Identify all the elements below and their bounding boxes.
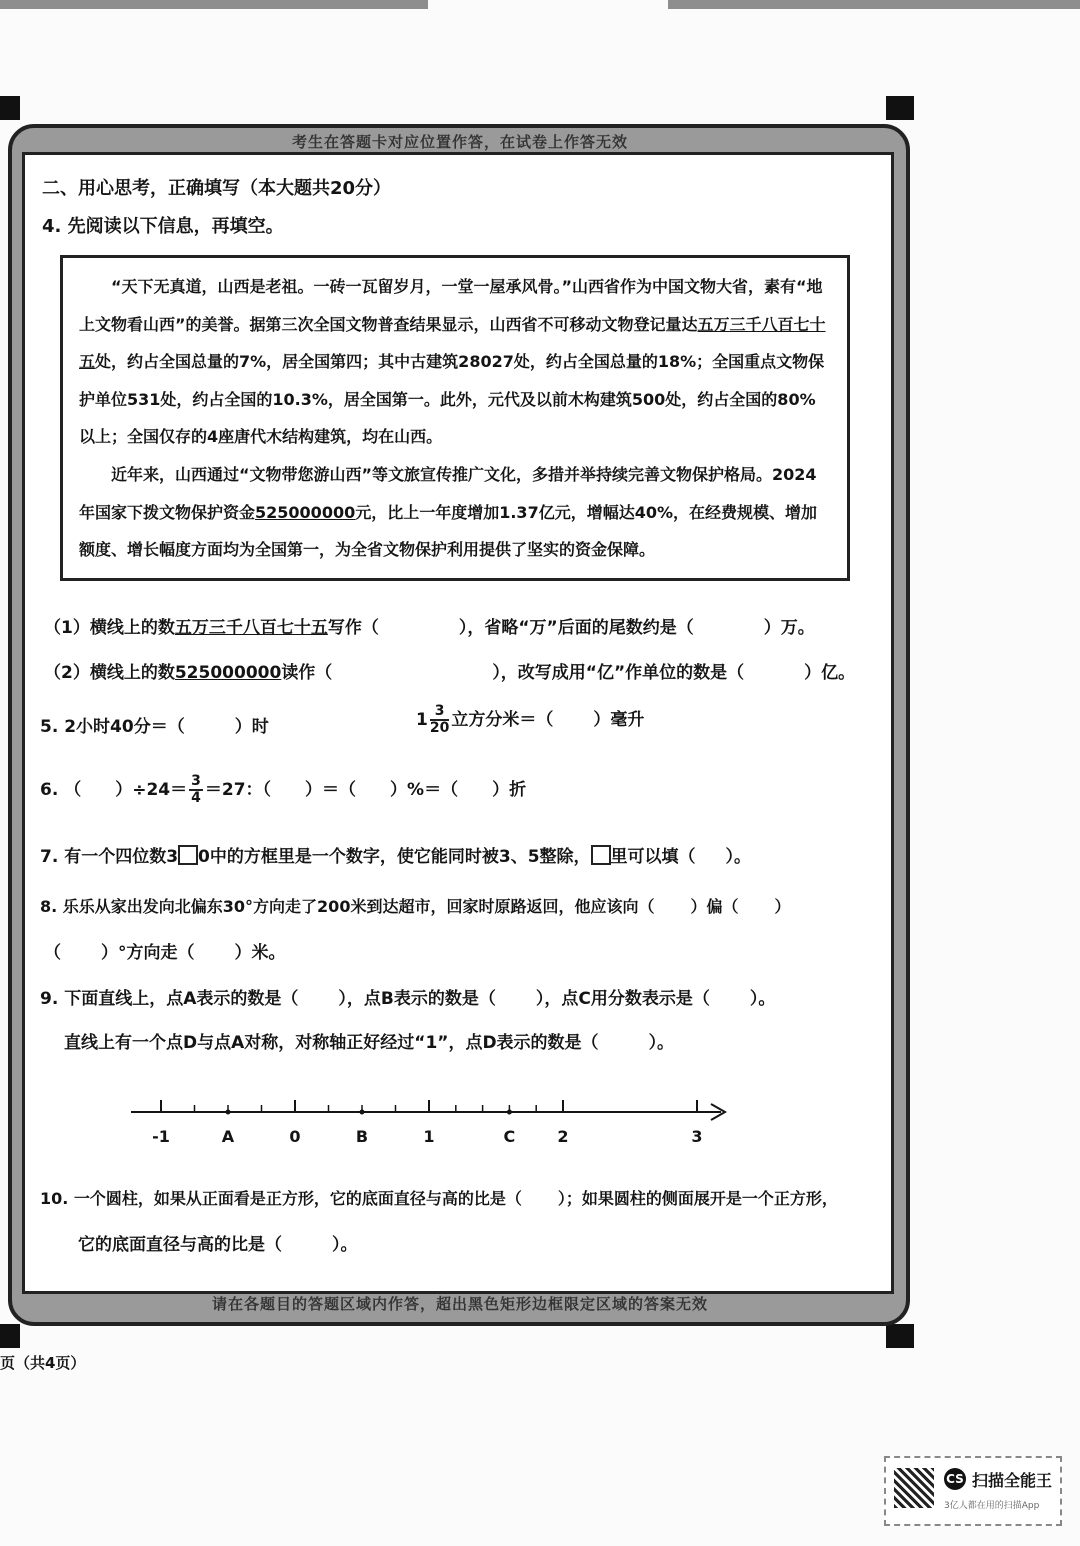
text: ＝27：（	[204, 780, 272, 800]
reading-passage-box	[60, 255, 850, 581]
qr-code-icon	[894, 1468, 934, 1508]
passage-number-underlined: 五万三千八百七十五	[79, 314, 826, 372]
text: （2）横线上的数	[44, 663, 175, 683]
scan-edge-right	[668, 0, 1080, 9]
text: ）亿。	[804, 663, 856, 683]
text: 9. 下面直线上，点A表示的数是（	[40, 989, 299, 1009]
passage-number-underlined: 525000000	[255, 502, 356, 522]
point-marker	[226, 1110, 231, 1115]
point-marker	[360, 1110, 365, 1115]
q8-line2	[44, 938, 286, 963]
text: ）＝（	[305, 780, 357, 800]
text: ）万。	[763, 618, 815, 638]
passage-paragraph-2	[79, 456, 831, 569]
point-marker	[507, 1110, 512, 1115]
text: ）毫升	[593, 710, 645, 730]
text: ）%＝（	[390, 780, 459, 800]
logo-subtext: 3亿人都在用的扫描App	[944, 1501, 1040, 1511]
number-line	[125, 1094, 745, 1154]
q5	[40, 712, 269, 737]
text: 里可以填（	[610, 847, 696, 867]
passage-text: 处，约占全国总量的7%，居全国第四；其中古建筑28027处，约占全国总量的18%；全国重点文物保护单位531处，约占全国的10.3%，居全国第一。此外，元代及以前木构建筑500处，约占全国的80%以上；全国仅存的4座唐代木结构建筑，均在山西。	[79, 352, 825, 447]
fraction	[430, 704, 449, 736]
text: 直线上有一个点D与点A对称，对称轴正好经过“1”，点D表示的数是（	[64, 1033, 599, 1053]
text: ）。	[749, 989, 776, 1009]
axis-label: 1	[423, 1127, 435, 1146]
text: ）。	[725, 847, 752, 867]
text: ）偏（	[690, 897, 739, 916]
axis-label: A	[221, 1127, 235, 1146]
underlined-number: 五万三千八百七十五	[174, 618, 328, 638]
passage-text: 近年来，山西通过“文物带您游山西”等文旅宣传推广文化，多措并举持续完善文物保护格局。2024年国家下拨文物保护资金	[79, 465, 817, 522]
logo-text: 扫描全能王	[972, 1471, 1053, 1490]
axis-label: 2	[557, 1127, 569, 1146]
passage-text: 元，比上一年度增加1.37亿元，增幅达40%，在经费规模、增加额度、增长幅度方面均为全国第一，为全省文物保护利用提供了坚实的资金保障。	[79, 502, 817, 560]
footer-notice: 请在各题目的答题区域内作答，超出黑色矩形边框限定区域的答案无效	[211, 1295, 708, 1313]
text: ）。	[648, 1033, 675, 1053]
q5-part2	[416, 704, 644, 736]
axis-label: B	[355, 1127, 369, 1146]
text: 6. （	[40, 780, 82, 800]
fraction-denominator: 20	[429, 720, 450, 736]
digit-box	[178, 845, 198, 865]
q6	[40, 774, 526, 806]
fraction-denominator: 4	[191, 790, 201, 806]
text: （	[44, 943, 61, 963]
q7	[40, 842, 751, 867]
text: ），点B表示的数是（	[338, 989, 496, 1009]
registration-mark	[886, 1324, 914, 1348]
text: ）÷24＝	[115, 780, 188, 800]
text: ）	[774, 897, 791, 916]
text: ）。	[332, 1235, 358, 1255]
header-notice: 考生在答题卡对应位置作答，在试卷上作答无效	[291, 133, 628, 151]
q4-sub2	[44, 658, 855, 683]
text: 写作（	[327, 618, 379, 638]
text: 7. 有一个四位数3	[40, 847, 179, 867]
text: 读作（	[281, 663, 333, 683]
text: ），省略“万”后面的尾数约是（	[458, 618, 694, 638]
registration-mark	[0, 1324, 20, 1348]
fraction	[189, 774, 203, 806]
text: ）时	[234, 717, 269, 737]
text: 8. 乐乐从家出发向北偏东30°方向走了200米到达超市，回家时原路返回，他应该向（	[40, 897, 655, 916]
text: 5. 2小时40分＝（	[40, 717, 185, 737]
q9-line1	[40, 984, 775, 1009]
scanner-watermark	[884, 1456, 1062, 1526]
section-title: 二、用心思考，正确填写（本大题共20分）	[42, 178, 392, 199]
q10-line1	[40, 1186, 838, 1209]
axis-label: 3	[691, 1127, 703, 1146]
text: ），改写成用“亿”作单位的数是（	[492, 663, 745, 683]
passage-text: “天下无真道，山西是老祖。一砖一瓦留岁月，一堂一屋承风骨。”山西省作为中国文物大省，素有“地上文物看山西”的美誉。据第三次全国文物普查结果显示，山西省不可移动文物登记量达	[79, 277, 823, 334]
q4-sub1	[44, 613, 815, 638]
text: ）折	[492, 780, 527, 800]
axis-label: 0	[289, 1127, 301, 1146]
text: 10. 一个圆柱，如果从正面看是正方形，它的底面直径与高的比是（	[40, 1189, 522, 1208]
text: 立方分米＝（	[451, 710, 554, 730]
fraction-numerator: 3	[191, 773, 201, 789]
digit-box	[591, 845, 611, 865]
text: ），点C用分数表示是（	[535, 989, 710, 1009]
page-number: 页（共4页）	[0, 1354, 86, 1372]
q9-line2	[64, 1028, 674, 1053]
underlined-number: 525000000	[174, 663, 282, 683]
cs-logo-icon: CS	[944, 1468, 966, 1490]
text: 0中的方框里是一个数字，使它能同时被3、5整除，	[198, 847, 591, 867]
passage-paragraph-1	[79, 268, 831, 456]
scan-edge-left	[0, 0, 428, 9]
q8-line1	[40, 894, 790, 917]
text: ）°方向走（	[101, 943, 195, 963]
text: ）米。	[234, 943, 286, 963]
text: 它的底面直径与高的比是（	[78, 1235, 282, 1255]
q10-line2	[78, 1230, 358, 1255]
text: 1	[416, 710, 428, 730]
q4-prompt: 4. 先阅读以下信息，再填空。	[42, 216, 284, 237]
axis-label: C	[503, 1127, 516, 1146]
text: （1）横线上的数	[44, 618, 175, 638]
axis-label: -1	[152, 1127, 170, 1146]
text: ）；如果圆柱的侧面展开是一个正方形，	[557, 1189, 838, 1208]
registration-mark	[886, 96, 914, 120]
registration-mark	[0, 96, 20, 120]
fraction-numerator: 3	[430, 704, 449, 721]
